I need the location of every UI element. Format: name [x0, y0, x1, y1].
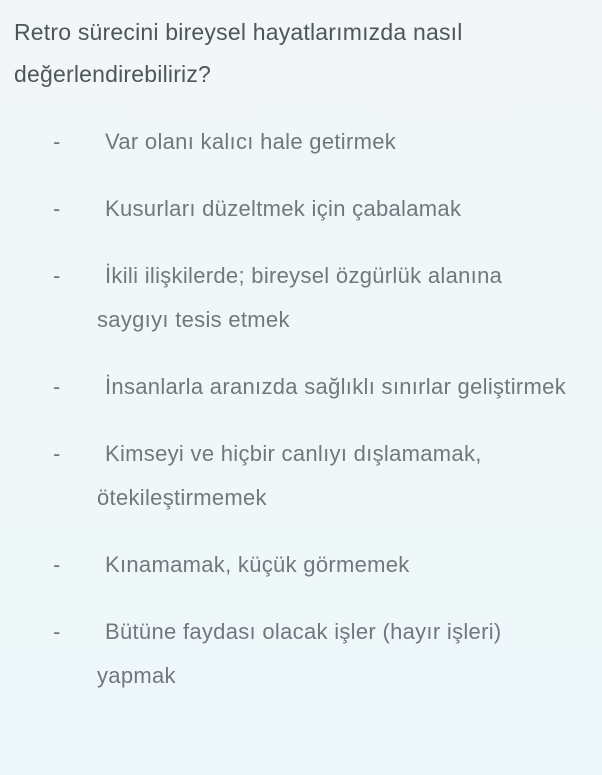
text-page — [0, 11, 602, 775]
list-item-text: Kusurları düzeltmek için çabalamak — [105, 196, 462, 221]
list-item — [0, 254, 602, 342]
list-item — [0, 610, 602, 698]
dash-marker: - — [53, 552, 61, 577]
question-title: Retro sürecini bireysel hayatlarımızda nasıl değerlendirebiliriz? — [14, 19, 463, 87]
dash-marker: - — [53, 129, 61, 154]
answer-list — [0, 120, 602, 698]
list-item — [0, 365, 602, 409]
list-item — [0, 120, 602, 164]
dash-marker: - — [53, 441, 61, 466]
list-item-text: İkili ilişkilerde; bireysel özgürlük alanına saygıyı tesis etmek — [97, 263, 503, 332]
dash-marker: - — [53, 263, 61, 288]
list-item-text: Kınamamak, küçük görmemek — [105, 552, 410, 577]
dash-marker: - — [53, 374, 61, 399]
list-item-text: Bütüne faydası olacak işler (hayır işleri) yapmak — [97, 619, 502, 688]
dash-marker: - — [53, 196, 61, 221]
dash-marker: - — [53, 619, 61, 644]
list-item — [0, 432, 602, 520]
list-item-text: Kimseyi ve hiçbir canlıyı dışlamamak, ötekileştirmemek — [97, 441, 482, 510]
list-item-text: Var olanı kalıcı hale getirmek — [105, 129, 397, 154]
list-item-text: İnsanlarla aranızda sağlıklı sınırlar geliştirmek — [105, 374, 566, 399]
list-item — [0, 543, 602, 587]
list-item — [0, 187, 602, 231]
